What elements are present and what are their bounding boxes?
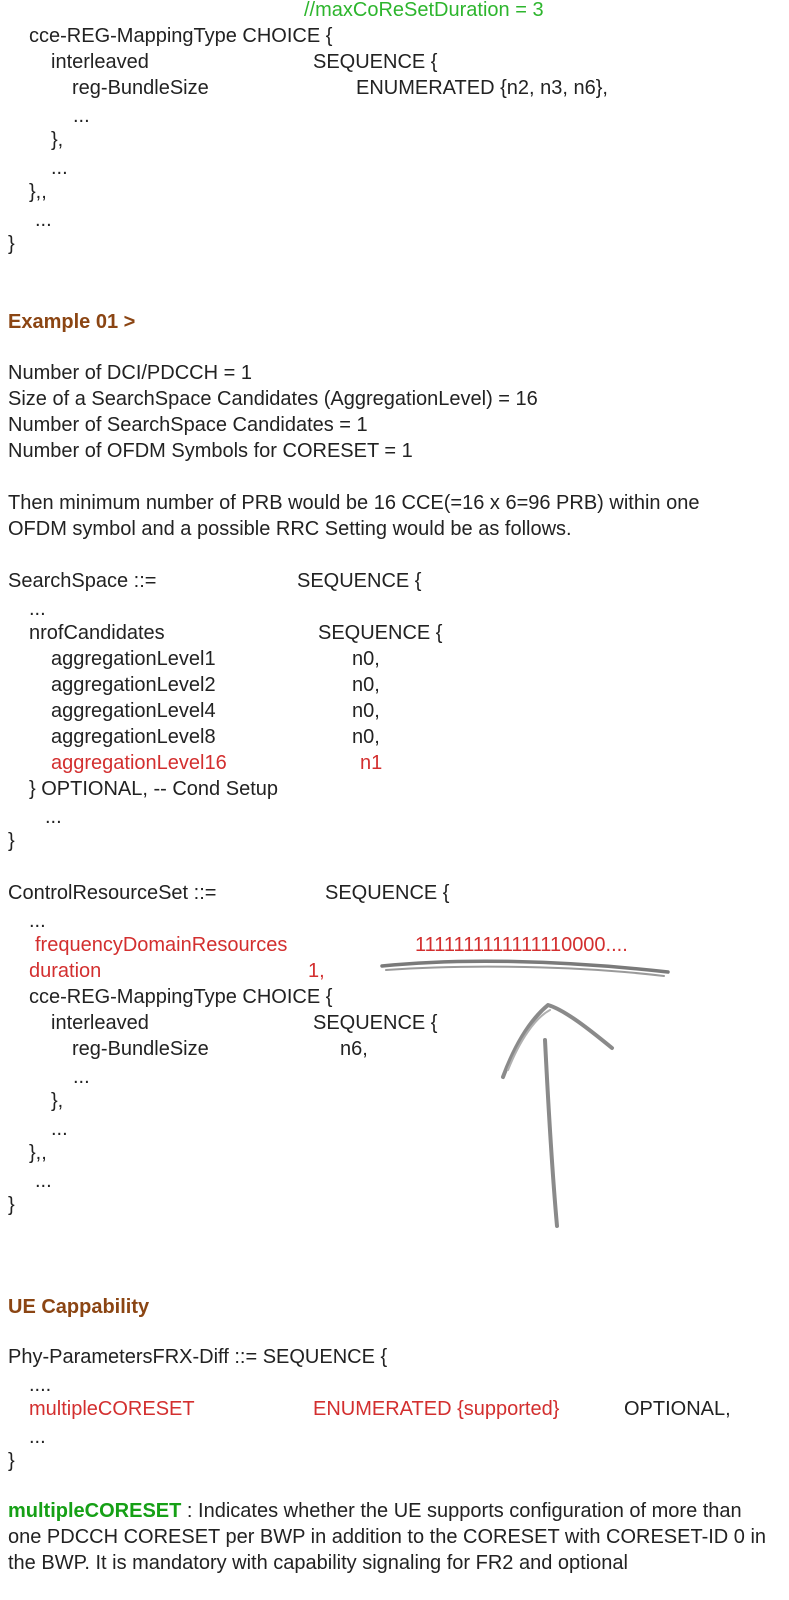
ellipsis: ... [35, 209, 52, 231]
close-brace: }, [51, 1090, 64, 1112]
searchspace-sequence: SEQUENCE { [297, 570, 422, 592]
phy-parameters-head: Phy-ParametersFRX-Diff ::= SEQUENCE { [8, 1346, 388, 1368]
max-coreset-duration-comment: //maxCoReSetDuration = 3 [304, 0, 544, 21]
reg-bundle-enumerated: ENUMERATED {n2, n3, n6}, [356, 77, 608, 99]
aggregation-level-name: aggregationLevel4 [51, 700, 216, 722]
example-line-candidates: Number of SearchSpace Candidates = 1 [8, 414, 368, 436]
sequence-keyword: SEQUENCE { [313, 51, 438, 73]
interleaved-label: interleaved [51, 1012, 149, 1034]
cce-reg-mapping-line: cce-REG-MappingType CHOICE { [29, 986, 333, 1008]
multiple-coreset-text: : Indicates whether the UE supports configuration of more than one PDCCH CORESET per BWP in addition to the CORESET with CORESET-ID 0 in the BWP. It is mandatory with capability signaling for FR2 and optional [8, 1500, 767, 1574]
example-line-aggregation: Size of a SearchSpace Candidates (AggregationLevel) = 16 [8, 388, 538, 410]
ellipsis: ... [29, 598, 46, 620]
ellipsis: ... [35, 1170, 52, 1192]
coreset-head: ControlResourceSet ::= [8, 882, 217, 904]
optional-keyword: OPTIONAL, [624, 1398, 731, 1420]
ellipsis: ... [73, 1066, 90, 1088]
coreset-sequence: SEQUENCE { [325, 882, 450, 904]
frequency-domain-resources-value: 1111111111111110000.... [415, 934, 628, 956]
close-brace: },, [29, 1142, 47, 1164]
ellipsis: ... [29, 910, 46, 932]
close-brace: }, [51, 129, 64, 151]
multiple-coreset-description [8, 1498, 778, 1576]
aggregation-level-16-value: n1 [360, 752, 383, 774]
reg-bundle-size-label: reg-BundleSize [72, 1038, 209, 1060]
aggregation-level-name: aggregationLevel8 [51, 726, 216, 748]
close-brace: } [8, 233, 15, 255]
aggregation-level-value: n0, [352, 648, 380, 670]
aggregation-level-name: aggregationLevel2 [51, 674, 216, 696]
aggregation-level-16-name: aggregationLevel16 [51, 752, 227, 774]
frequency-domain-resources-label: frequencyDomainResources [35, 934, 288, 956]
example-line-dci: Number of DCI/PDCCH = 1 [8, 362, 252, 384]
ellipsis: ... [73, 105, 90, 127]
example-paragraph-line1: Then minimum number of PRB would be 16 CCE(=16 x 6=96 PRB) within one [8, 492, 700, 514]
reg-bundle-size-label: reg-BundleSize [72, 77, 209, 99]
ellipsis: ... [51, 157, 68, 179]
close-brace: } [8, 1194, 15, 1216]
close-brace: } [8, 1450, 15, 1472]
multiple-coreset-field: multipleCORESET [29, 1398, 195, 1420]
example-heading: Example 01 > [8, 311, 136, 333]
example-line-ofdm: Number of OFDM Symbols for CORESET = 1 [8, 440, 413, 462]
ellipsis: ... [29, 1426, 46, 1448]
searchspace-head: SearchSpace ::= [8, 570, 157, 592]
interleaved-label: interleaved [51, 51, 149, 73]
cce-reg-mapping-line: cce-REG-MappingType CHOICE { [29, 25, 333, 47]
duration-label: duration [29, 960, 102, 982]
ellipsis: .... [29, 1374, 52, 1396]
close-brace: },, [29, 181, 47, 203]
ellipsis: ... [45, 806, 62, 828]
sequence-keyword: SEQUENCE { [313, 1012, 438, 1034]
duration-value: 1, [308, 960, 325, 982]
aggregation-level-value: n0, [352, 674, 380, 696]
close-brace: } [8, 830, 15, 852]
aggregation-level-name: aggregationLevel1 [51, 648, 216, 670]
ue-capability-heading: UE Cappability [8, 1296, 150, 1318]
multiple-coreset-term: multipleCORESET [8, 1500, 182, 1522]
nrof-candidates-label: nrofCandidates [29, 622, 165, 644]
multiple-coreset-enumerated: ENUMERATED {supported} [313, 1398, 560, 1420]
optional-cond-setup: } OPTIONAL, -- Cond Setup [29, 778, 278, 800]
ellipsis: ... [51, 1118, 68, 1140]
aggregation-level-value: n0, [352, 700, 380, 722]
example-paragraph-line2: OFDM symbol and a possible RRC Setting would be as follows. [8, 518, 572, 540]
reg-bundle-size-value: n6, [340, 1038, 368, 1060]
nrof-candidates-sequence: SEQUENCE { [318, 622, 443, 644]
aggregation-level-value: n0, [352, 726, 380, 748]
